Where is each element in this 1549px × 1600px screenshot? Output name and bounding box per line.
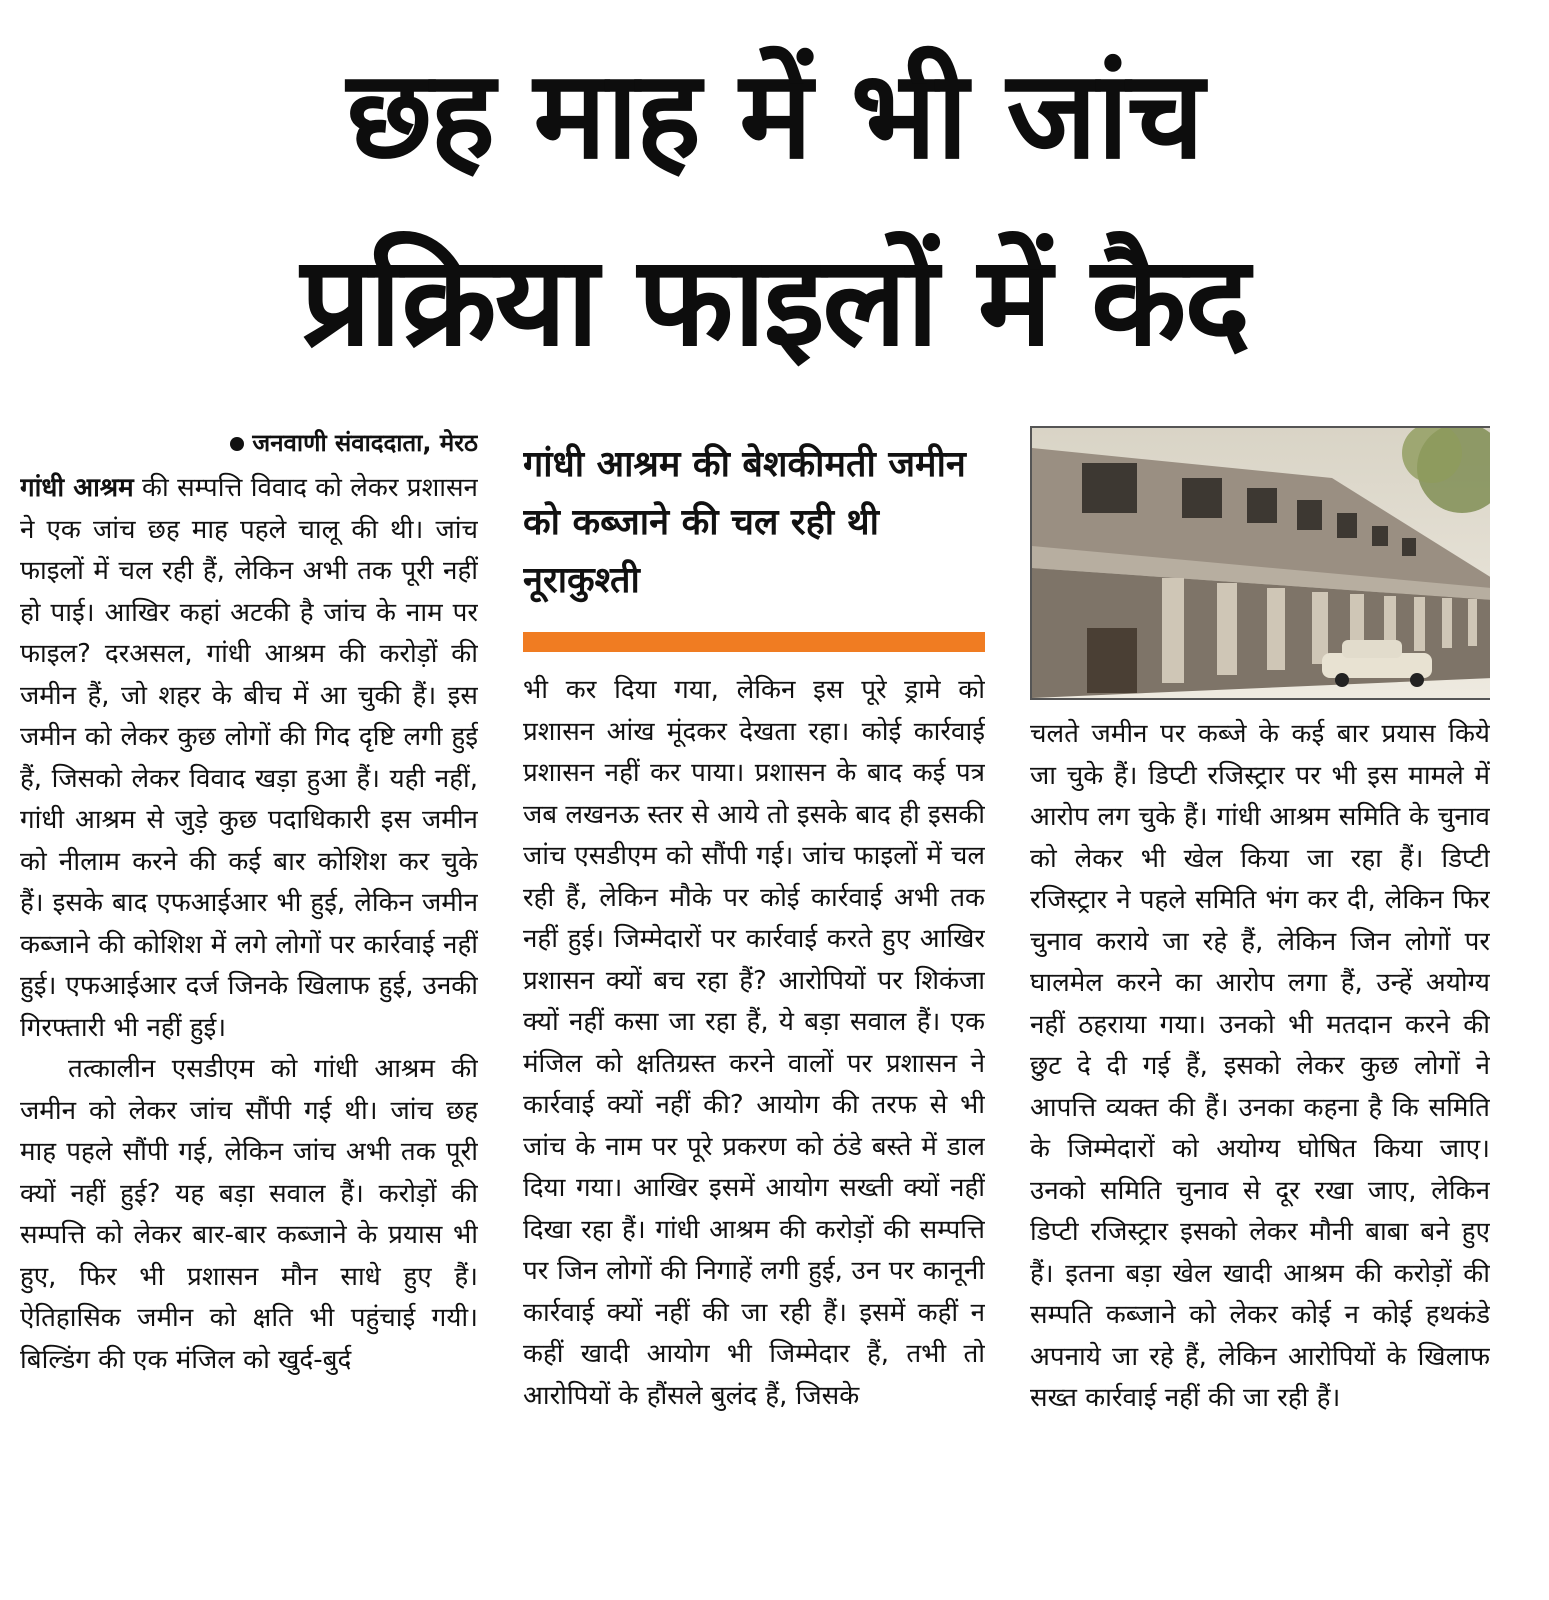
headline-line-2: प्रक्रिया फाइलों में कैद bbox=[300, 230, 1249, 374]
byline bbox=[20, 426, 478, 460]
bullet-icon bbox=[230, 437, 244, 451]
headline-line-1: छह माह में भी जांच bbox=[346, 44, 1203, 186]
accent-rule bbox=[523, 632, 985, 652]
article-column-1 bbox=[20, 426, 478, 1596]
subheadline: गांधी आश्रम की बेशकीमती जमीन को कब्जाने की चल रही थी नूराकुश्ती bbox=[523, 444, 966, 601]
article-column-2 bbox=[523, 426, 985, 1596]
article-column-3 bbox=[1030, 426, 1490, 1596]
paragraph-text: की सम्पत्ति विवाद को लेकर प्रशासन ने एक जांच छह माह पहले चालू की थी। जांच फाइलों में चल रही हैं, लेकिन अभी तक पूरी नहीं हो पाई। आखिर कहां अटकी है जांच के नाम पर फाइल? दरअसल, गांधी आश्रम की करोड़ों की जमीन हैं, जो शहर के बीच में आ चुकी हैं। इस जमीन को लेकर कुछ लोगों की गिद दृष्टि लगी हुई हैं, जिसको लेकर विवाद खड़ा हुआ हैं। यही नहीं, गांधी आश्रम से जुड़े कुछ पदाधिकारी इस जमीन को नीलाम करने की कई बार कोशिश कर चुके हैं। इसके बाद एफआईआर भी हुई, लेकिन जमीन कब्जाने की कोशिश में लगे लोगों पर कार्रवाई नहीं हुई। एफआईआर दर्ज जिनके खिलाफ हुई, उनकी गिरफ्तारी भी नहीं हुई। bbox=[20, 473, 478, 1043]
paragraph bbox=[20, 468, 478, 1049]
paragraph: तत्कालीन एसडीएम को गांधी आश्रम की जमीन को लेकर जांच सौंपी गई थी। जांच छह माह पहले सौंपी गई, लेकिन जांच अभी तक पूरी क्यों नहीं हुई? यह बड़ा सवाल हैं। करोड़ों की सम्पत्ति को लेकर बार-बार कब्जाने के प्रयास भी हुए, फिर भी प्रशासन मौन साधे हुए हैं। ऐतिहासिक जमीन को क्षति भी पहुंचाई गयी। बिल्डिंग की एक मंजिल को खुर्द-बुर्द bbox=[20, 1054, 478, 1375]
byline-text: जनवाणी संवाददाता, मेरठ bbox=[252, 429, 478, 457]
lead-words: गांधी आश्रम bbox=[20, 473, 134, 503]
paragraph: भी कर दिया गया, लेकिन इस पूरे ड्रामे को प्रशासन आंख मूंदकर देखता रहा। कोई कार्रवाई प्रशासन नहीं कर पाया। प्रशासन के बाद कई पत्र जब लखनऊ स्तर से आये तो इसके बाद ही इसकी जांच एसडीएम को सौंपी गई। जांच फाइलों में चल रही हैं, लेकिन मौके पर कोई कार्रवाई अभी तक नहीं हुई। जिम्मेदारों पर कार्रवाई करते हुए आखिर प्रशासन क्यों बच रहा हैं? आरोपियों पर शिकंजा क्यों नहीं कसा जा रहा हैं, ये बड़ा सवाल हैं। एक मंजिल को क्षतिग्रस्त करने वालों पर प्रशासन ने कार्रवाई क्यों नहीं की? आयोग की तरफ से भी जांच के नाम पर पूरे प्रकरण को ठंडे बस्ते में डाल दिया गया। आखिर इसमें आयोग सख्ती क्यों नहीं दिखा रहा हैं। गांधी आश्रम की करोड़ों की सम्पत्ति पर जिन लोगों की निगाहें लगी हुई, उन पर कानूनी कार्रवाई क्यों नहीं की जा रही हैं। इसमें कहीं न कहीं खादी आयोग भी जिम्मेदार हैं, तभी तो आरोपियों के हौंसले बुलंद हैं, जिसके bbox=[523, 675, 985, 1411]
building-photo bbox=[1030, 426, 1490, 700]
paragraph: चलते जमीन पर कब्जे के कई बार प्रयास किये जा चुके हैं। डिप्टी रजिस्ट्रार पर भी इस मामले में आरोप लग चुके हैं। गांधी आश्रम समिति के चुनाव को लेकर भी खेल किया जा रहा हैं। डिप्टी रजिस्ट्रार ने पहले समिति भंग कर दी, लेकिन फिर चुनाव कराये जा रहे हैं, लेकिन जिन लोगों पर घालमेल करने का आरोप लगा हैं, उन्हें अयोग्य नहीं ठहराया गया। उनको भी मतदान करने की छुट दे दी गई हैं, इसको लेकर कुछ लोगों ने आपत्ति व्यक्त की हैं। उनका कहना है कि समिति के जिम्मेदारों को अयोग्य घोषित किया जाए। उनको समिति चुनाव से दूर रखा जाए, लेकिन डिप्टी रजिस्ट्रार इसको लेकर मौनी बाबा बने हुए हैं। इतना बड़ा खेल खादी आश्रम की करोड़ों की सम्पति कब्जाने को लेकर कोई न कोई हथकंडे अपनाये जा रहे हैं, लेकिन आरोपियों के खिलाफ सख्त कार्रवाई नहीं की जा रही हैं। bbox=[1030, 719, 1490, 1413]
building-photo-icon bbox=[1032, 428, 1490, 698]
